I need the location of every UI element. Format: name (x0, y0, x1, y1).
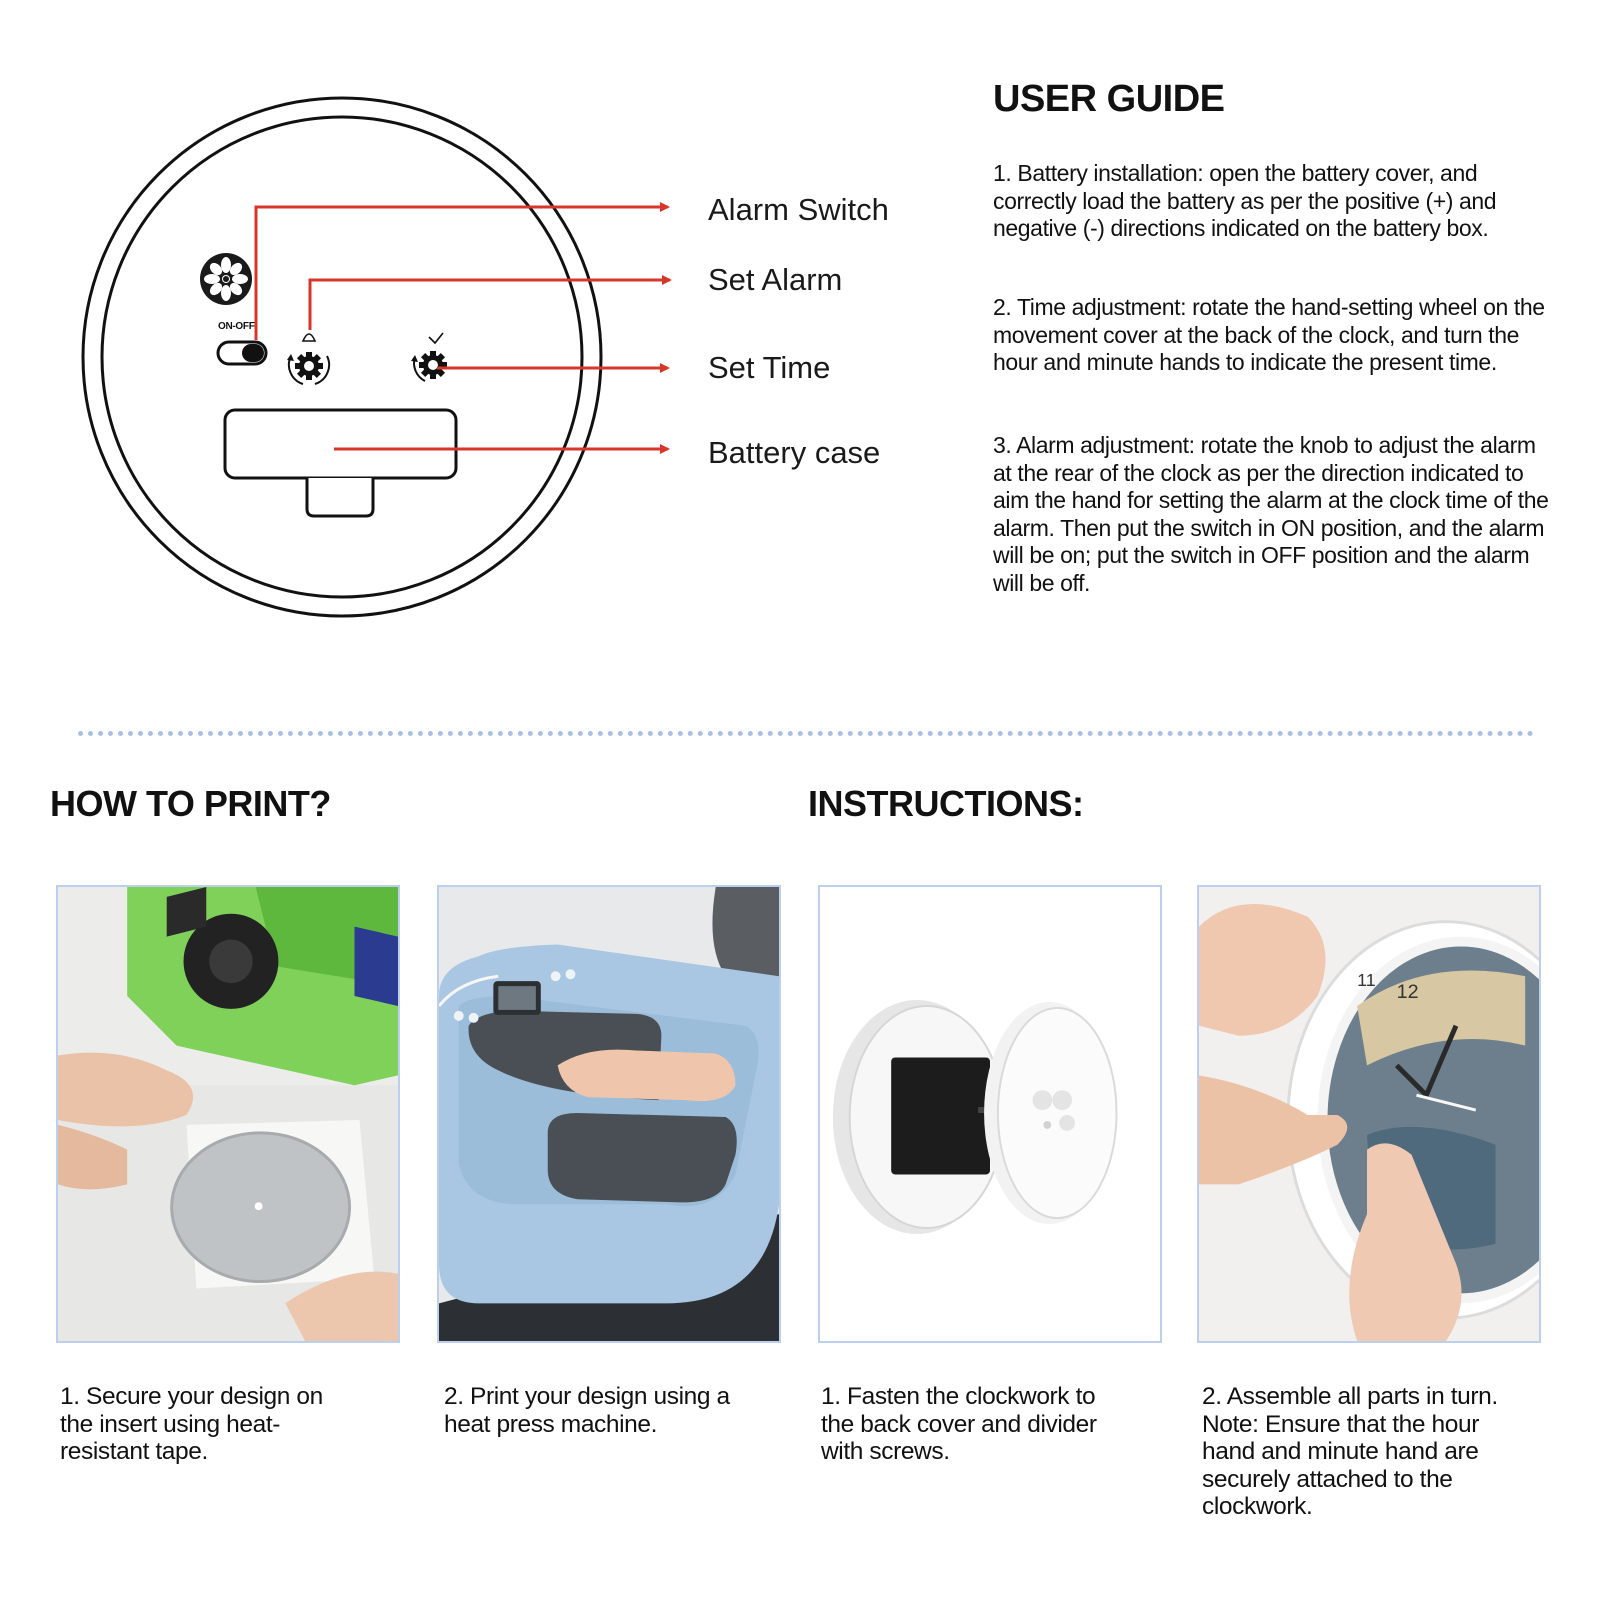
photo-clockwork (818, 885, 1162, 1343)
battery-case-label: Battery case (708, 435, 881, 470)
how-to-print-step-2: 2. Print your design using a heat press machine. (444, 1383, 730, 1438)
battery-case-shape (225, 410, 456, 516)
instructions-step-1: 1. Fasten the clockwork to the back cover and divider with screws. (821, 1383, 1097, 1465)
set-alarm-label: Set Alarm (708, 262, 843, 297)
onoff-label: ON-OFF (218, 321, 255, 332)
alarm-toggle-icon (218, 342, 266, 364)
how-to-print-step-1: 1. Secure your design on the insert using heat-resistant tape. (60, 1383, 323, 1465)
set-alarm-pointer (310, 280, 670, 330)
user-guide-title: USER GUIDE (993, 78, 1225, 120)
set-alarm-gear-icon (287, 334, 329, 384)
user-guide-step-1: 1. Battery installation: open the battery cover, and correctly load the battery as per the positive (+) and negative (-) directions indicated on the battery box. (993, 160, 1497, 241)
user-guide-step-2: 2. Time adjustment: rotate the hand-setting wheel on the movement cover at the back of the clock, and turn the hour and minute hands to indicate the present time. (993, 294, 1545, 375)
section-divider (78, 731, 1534, 736)
clock-outer-ring (83, 98, 601, 616)
set-time-gear-icon (411, 333, 447, 381)
set-time-label: Set Time (708, 350, 831, 385)
instructions-step-2: 2. Assemble all parts in turn. Note: Ensure that the hour hand and minute hand are securely attached to the clockwork. (1202, 1383, 1498, 1520)
alarm-switch-label: Alarm Switch (708, 192, 889, 227)
photo-assemble-clock (1197, 885, 1541, 1343)
user-guide-step-3: 3. Alarm adjustment: rotate the knob to adjust the alarm at the rear of the clock as per the direction indicated to aim the hand for setting the alarm at the clock time of the alarm. Then put the switch in ON position, and the alarm will be on; put the switch in OFF position and the alarm will be off. (993, 432, 1549, 596)
instructions-title: INSTRUCTIONS: (808, 783, 1084, 824)
alarm-switch-pointer (256, 207, 668, 340)
photo-heat-press (437, 885, 781, 1343)
speaker-icon (200, 253, 252, 305)
clock-inner-ring (102, 117, 582, 597)
photo-secure-design (56, 885, 400, 1343)
photo-clock-number-11: 11 (1357, 970, 1376, 991)
clock-back-diagram (0, 0, 960, 660)
photo-clock-number-12: 12 (1396, 980, 1419, 1004)
how-to-print-title: HOW TO PRINT? (50, 783, 331, 824)
